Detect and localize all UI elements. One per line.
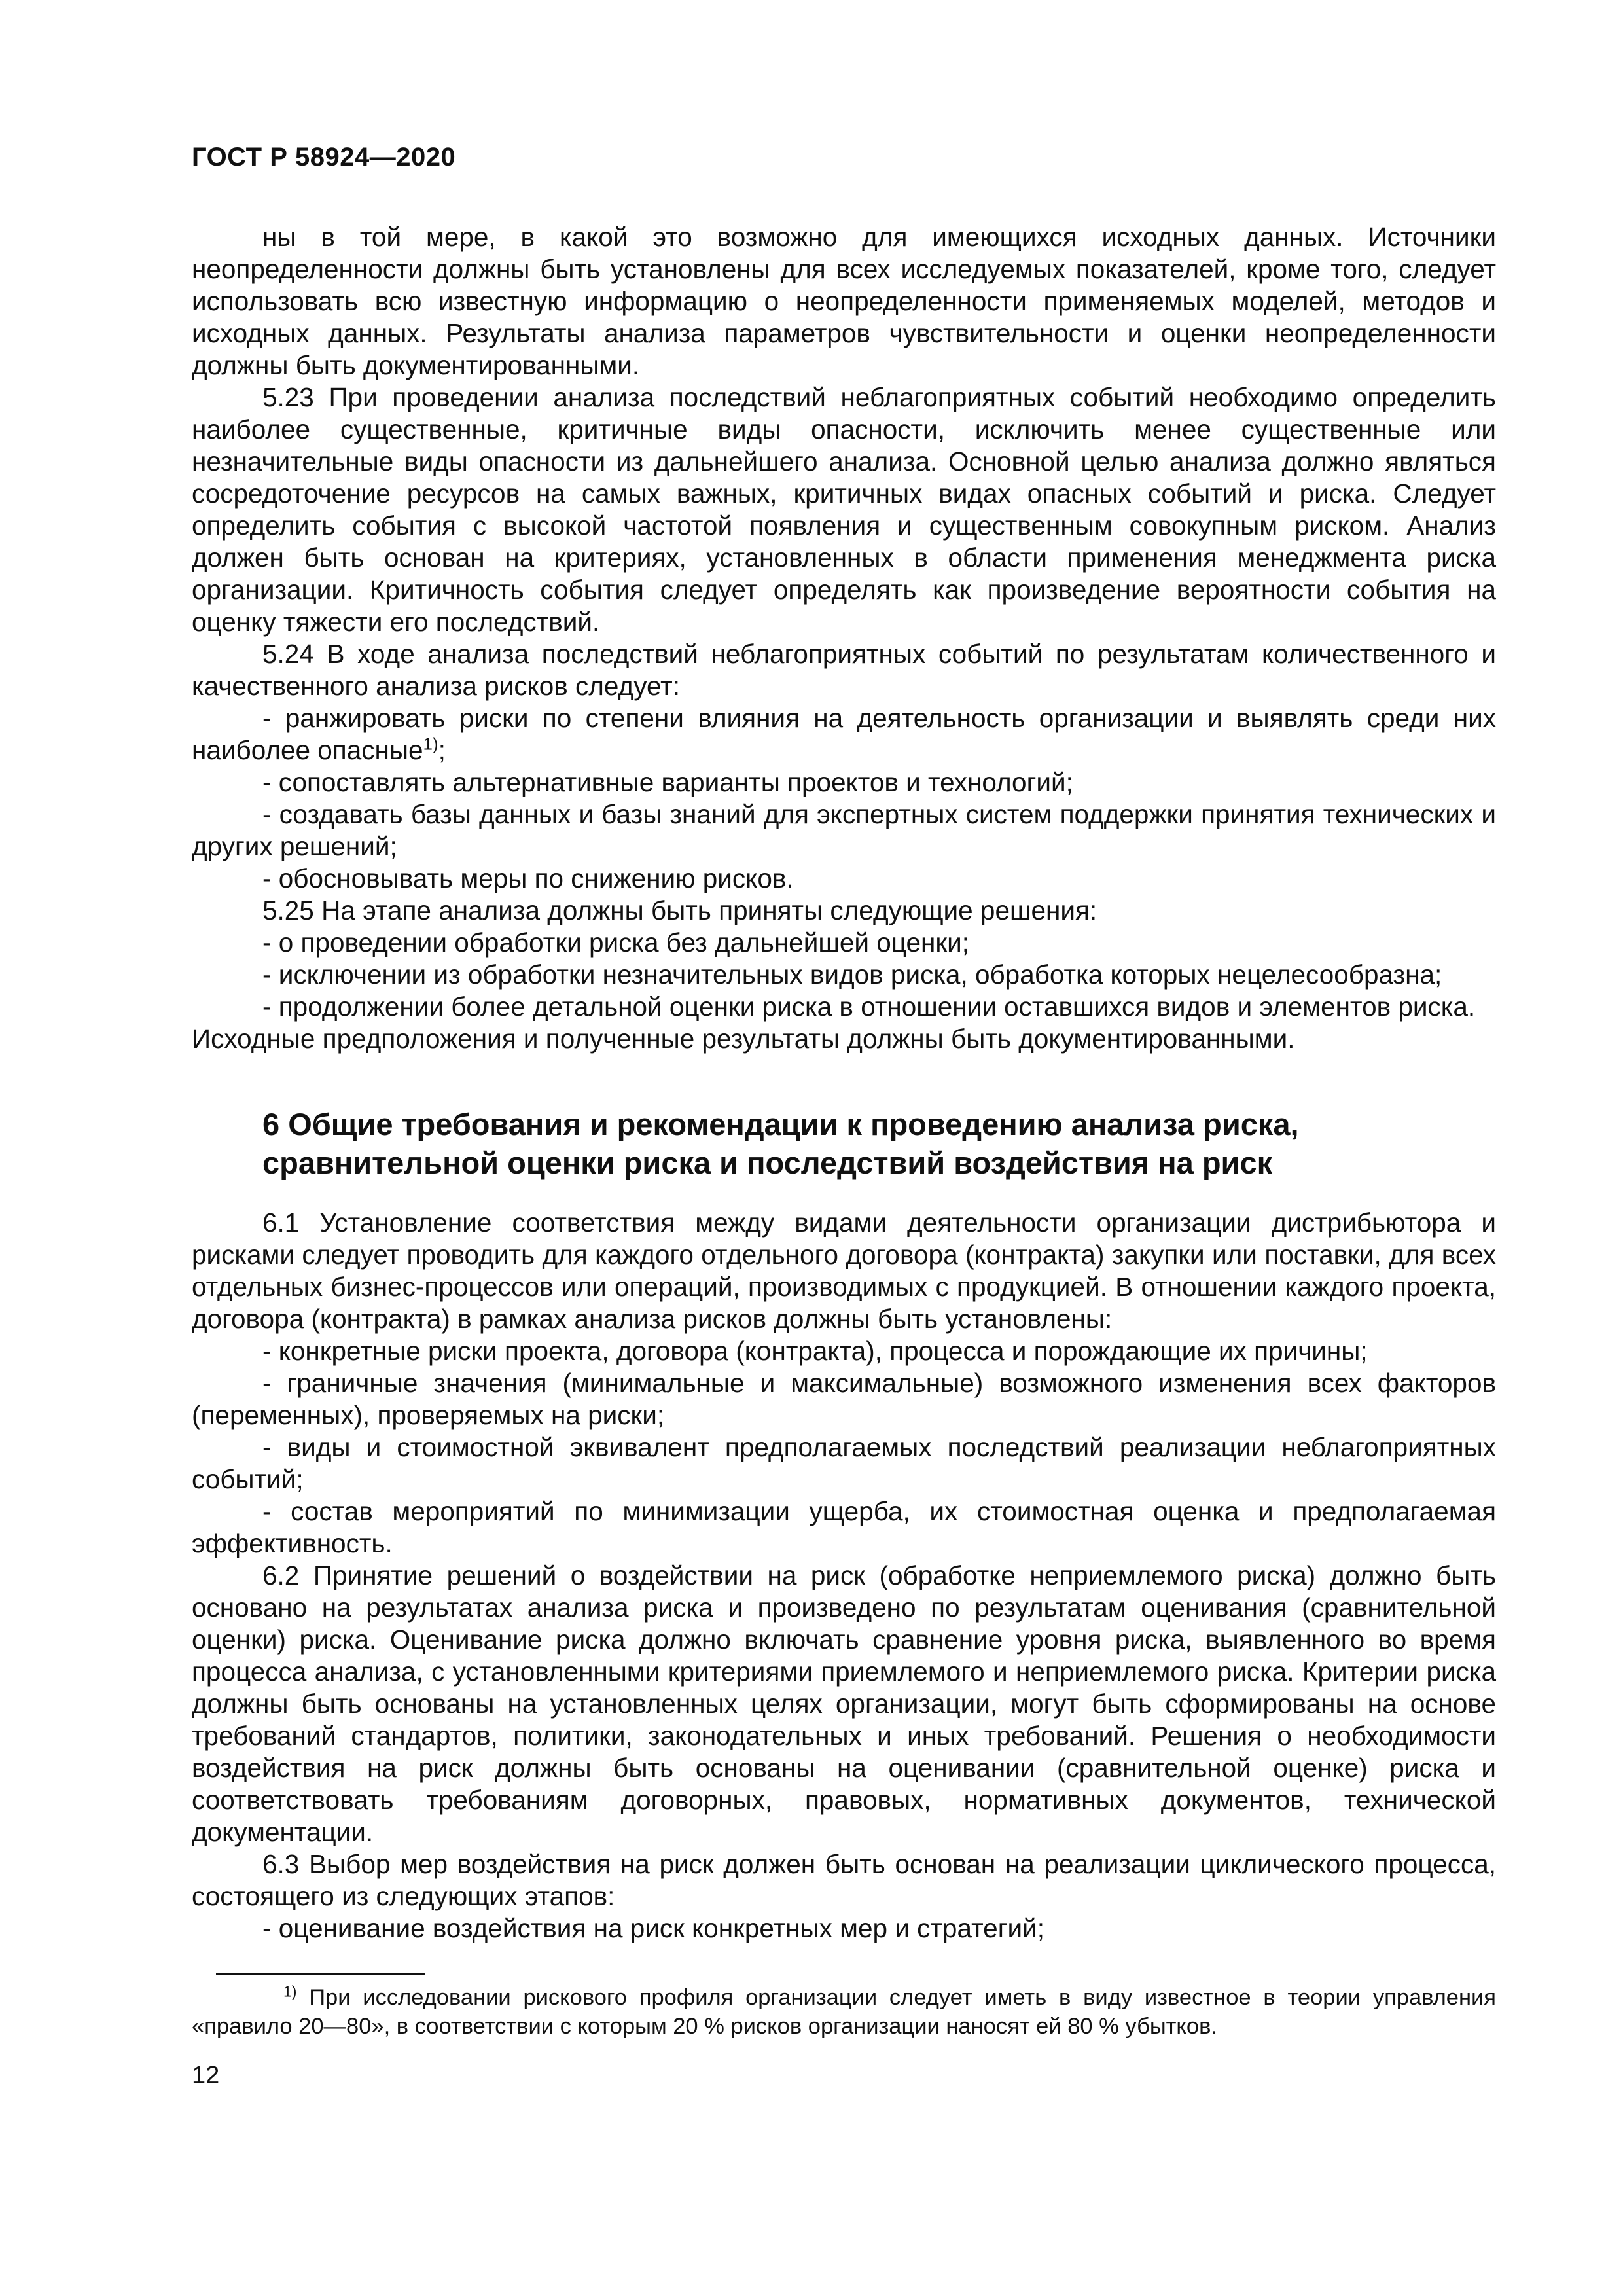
paragraph	[192, 1912, 1496, 1945]
paragraphs-before-section	[192, 221, 1496, 1055]
paragraph-text: - сопоставлять альтернативные варианты проектов и технологий;	[262, 767, 1073, 797]
section-heading	[262, 1105, 1496, 1182]
paragraph-text: - граничные значения (минимальные и максимальные) возможного изменения всех факторов (переменных), проверяемых на риски;	[192, 1368, 1496, 1430]
paragraph	[192, 382, 1496, 638]
paragraph	[192, 1335, 1496, 1367]
paragraph	[192, 1496, 1496, 1560]
paragraph-text: ны в той мере, в какой это возможно для имеющихся исходных данных. Источники неопределенности должны быть установлены для всех исследуемых показателей, кроме того, следует использовать всю известную информацию о неопределенности применяемых моделей, методов и исходных данных. Результаты анализа параметров чувствительности и оценки неопределенности должны быть документированными.	[192, 222, 1496, 380]
paragraph	[192, 766, 1496, 798]
paragraph-text: - исключении из обработки незначительных видов риска, обработка которых нецелесообразна;	[262, 960, 1442, 990]
paragraph-text: - ранжировать риски по степени влияния на деятельность организации и выявлять среди них наиболее опасные	[192, 703, 1496, 765]
paragraph	[192, 959, 1496, 991]
paragraph-text: 6.1 Установление соответствия между видами деятельности организации дистрибьютора и рисками следует проводить для каждого отдельного договора (контракта) закупки или поставки, для всех отдельных бизнес-процессов или операций, производимых с продукцией. В отношении каждого проекта, договора (контракта) в рамках анализа рисков должны быть установлены:	[192, 1208, 1496, 1334]
paragraph	[192, 702, 1496, 766]
paragraph-text: - виды и стоимостной эквивалент предполагаемых последствий реализации неблагоприятных событий;	[192, 1432, 1496, 1494]
paragraph	[192, 221, 1496, 382]
paragraph	[192, 798, 1496, 863]
paragraph-text: - продолжении более детальной оценки риска в отношении оставшихся видов и элементов риска.	[262, 992, 1476, 1022]
paragraph-text-tail: ;	[438, 735, 446, 765]
footnote-reference: 1)	[423, 734, 438, 754]
paragraph	[192, 1023, 1496, 1055]
paragraph-text: 6.3 Выбор мер воздействия на риск должен быть основан на реализации циклического процесса, состоящего из следующих этапов:	[192, 1849, 1496, 1911]
paragraph-text: Исходные предположения и полученные результаты должны быть документированными.	[192, 1024, 1295, 1054]
paragraph	[192, 1848, 1496, 1912]
page-content	[192, 221, 1496, 1945]
paragraph-text: - оценивание воздействия на риск конкретных мер и стратегий;	[262, 1913, 1044, 1943]
paragraph-text: - состав мероприятий по минимизации ущерба, их стоимостная оценка и предполагаемая эффективность.	[192, 1496, 1496, 1558]
paragraphs-after-section	[192, 1207, 1496, 1945]
paragraph	[192, 991, 1496, 1023]
footnote	[192, 1983, 1496, 2041]
section-heading-line1: 6 Общие требования и рекомендации к проведению анализа риска,	[262, 1107, 1299, 1141]
paragraph	[192, 927, 1496, 959]
paragraph-text: 5.24 В ходе анализа последствий неблагоприятных событий по результатам количественного и качественного анализа рисков следует:	[192, 639, 1496, 701]
page-number: 12	[192, 2062, 220, 2089]
paragraph	[192, 638, 1496, 702]
paragraph-text: 5.25 На этапе анализа должны быть приняты следующие решения:	[262, 895, 1097, 925]
document-header: ГОСТ Р 58924—2020	[192, 143, 456, 171]
paragraph	[192, 1560, 1496, 1848]
footnote-text: При исследовании рискового профиля организации следует иметь в виду известное в теории управления «правило 20—80», в соответствии с которым 20 % рисков организации наносят ей 80 % убытков.	[192, 1985, 1496, 2039]
paragraph	[192, 1431, 1496, 1496]
paragraph	[192, 1367, 1496, 1431]
paragraph	[192, 895, 1496, 927]
paragraph-text: - о проведении обработки риска без дальнейшей оценки;	[262, 927, 969, 958]
paragraph-text: - создавать базы данных и базы знаний для экспертных систем поддержки принятия технических и других решений;	[192, 799, 1496, 861]
paragraph	[192, 1207, 1496, 1335]
section-heading-line2: сравнительной оценки риска и последствий воздействия на риск	[262, 1145, 1273, 1180]
paragraph	[192, 863, 1496, 895]
paragraph-text: 5.23 При проведении анализа последствий неблагоприятных событий необходимо определить наиболее существенные, критичные виды опасности, исключить менее существенные или незначительные виды опасности из дальнейшего анализа. Основной целью анализа должно являться сосредоточение ресурсов на самых важных, критичных видах опасных событий и риска. Следует определить события с высокой частотой появления и существенным совокупным риском. Анализ должен быть основан на критериях, установленных в области применения менеджмента риска организации. Критичность события следует определять как произведение вероятности события на оценку тяжести его последствий.	[192, 382, 1496, 637]
paragraph-text: 6.2 Принятие решений о воздействии на риск (обработке неприемлемого риска) должно быть основано на результатах анализа риска и произведено по результатам оценивания (сравнительной оценки) риска. Оценивание риска должно включать сравнение уровня риска, выявленного во время процесса анализа, с установленными критериями приемлемого и неприемлемого риска. Критерии риска должны быть основаны на установленных целях организации, могут быть сформированы на основе требований стандартов, политики, законодательных и иных требований. Решения о необходимости воздействия на риск должны быть основаны на оценивании (сравнительной оценке) риска и соответствовать требованиям договорных, правовых, нормативных документов, технической документации.	[192, 1560, 1496, 1847]
paragraph-text: - конкретные риски проекта, договора (контракта), процесса и порождающие их причины;	[262, 1336, 1368, 1366]
paragraph-text: - обосновывать меры по снижению рисков.	[262, 863, 794, 893]
footnote-divider	[216, 1973, 425, 1975]
footnote-marker: 1)	[283, 1982, 297, 2000]
